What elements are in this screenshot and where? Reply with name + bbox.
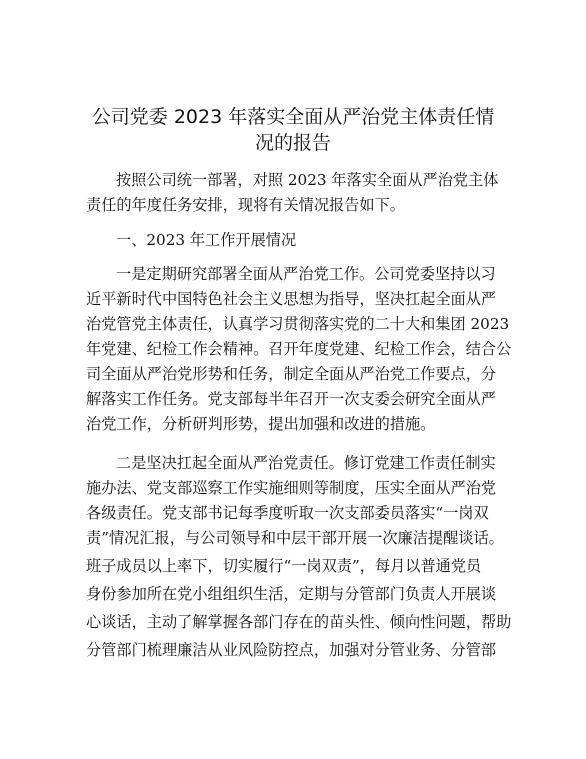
paragraph-1-line-7: 治党工作，分析研判形势，提出加强和改进的措施。 — [86, 415, 436, 433]
paragraph-2-line-1: 二是坚决扛起全面从严治党责任。修订党建工作责任制实 — [116, 454, 496, 472]
paragraph-2-line-8: 分管部门梳理廉洁从业风险防控点，加强对分管业务、分管部 — [86, 641, 497, 659]
intro-line-1: 按照公司统一部署，对照 2023 年落实全面从严治党主体 — [116, 171, 499, 189]
paragraph-2-line-7: 心谈话，主动了解掌握各部门存在的苗头性、倾向性问题，帮助 — [86, 613, 512, 631]
paragraph-1-line-5: 司全面从严治党形势和任务，制定全面从严治党工作要点，分 — [86, 365, 497, 383]
paragraph-2-line-3: 各级责任。党支部书记每季度听取一次支部委员落实“一岗双 — [86, 504, 489, 522]
paragraph-2-line-4: 责”情况汇报，与公司领导和中层干部开展一次廉洁提醒谈话。 — [86, 529, 504, 547]
paragraph-1-line-1: 一是定期研究部署全面从严治党工作。公司党委坚持以习 — [116, 265, 496, 283]
intro-line-2: 责任的年度任务安排，现将有关情况报告如下。 — [86, 196, 405, 214]
paragraph-1-line-2: 近平新时代中国特色社会主义思想为指导，坚决扛起全面从严 — [86, 290, 497, 308]
section-heading: 一、2023 年工作开展情况 — [116, 231, 297, 249]
paragraph-1-line-3: 治党管党主体责任，认真学习贯彻落实党的二十大和集团 2023 — [86, 315, 510, 333]
paragraph-2-line-6: 身份参加所在党小组组织生活，定期与分管部门负责人开展谈 — [86, 585, 497, 603]
paragraph-1-line-4: 年党建、纪检工作会精神。召开年度党建、纪检工作会，结合公 — [86, 340, 512, 358]
paragraph-1-line-6: 解落实工作任务。党支部每半年召开一次支委会研究全面从严 — [86, 390, 497, 408]
paragraph-2-line-2: 施办法、党支部巡察工作实施细则等制度，压实全面从严治党 — [86, 479, 497, 497]
document-title-line-2: 况的报告 — [254, 132, 331, 154]
document-title-line-1: 公司党委 2023 年落实全面从严治党主体责任情 — [91, 106, 495, 128]
paragraph-2-line-5: 班子成员以上率下，切实履行“一岗双责”，每月以普通党员 — [86, 557, 482, 575]
